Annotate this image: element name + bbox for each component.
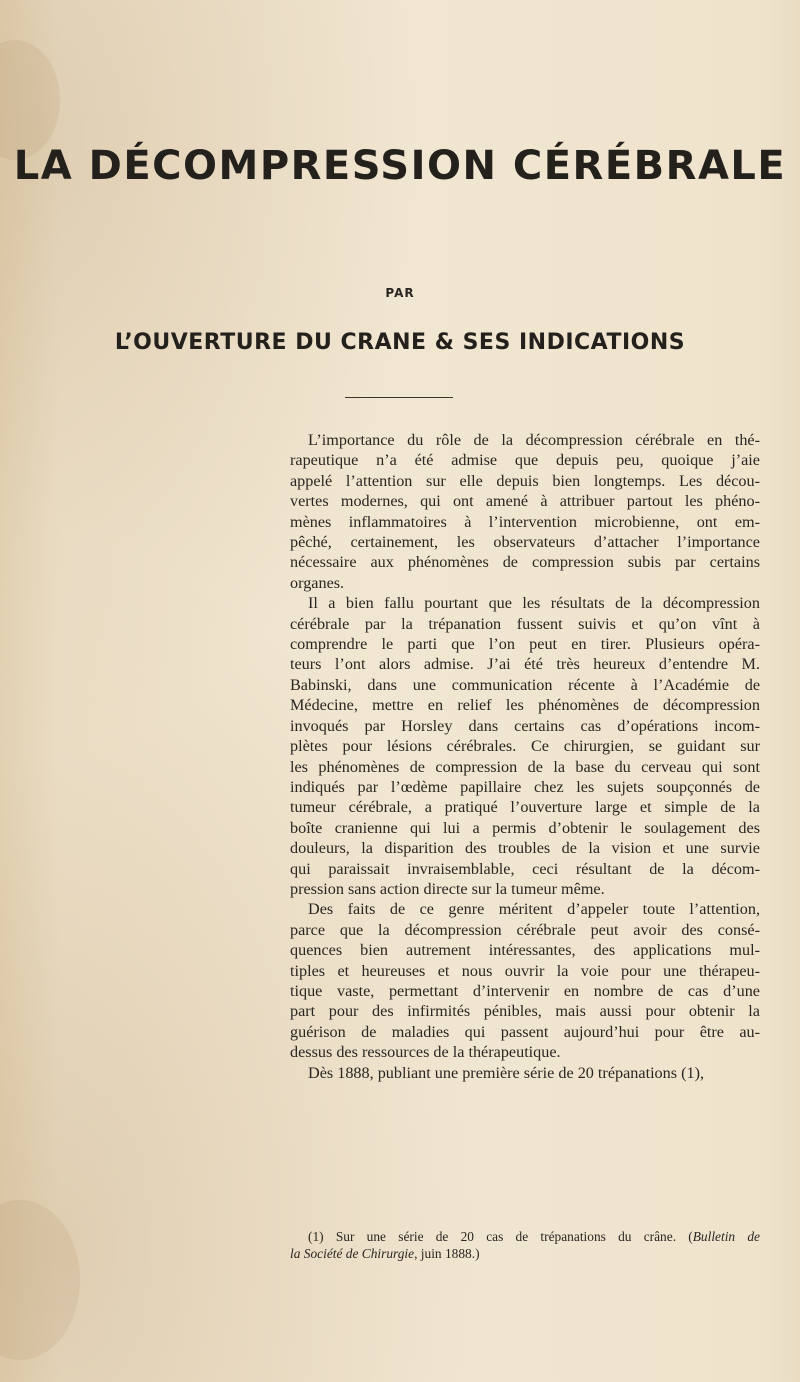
page-subtitle: L’OUVERTURE DU CRANE & SES INDICATIONS <box>114 330 686 355</box>
text-line: part pour des infirmités pénibles, mais aussi pour obtenir la <box>290 1002 760 1021</box>
text-line: pression sans action directe sur la tumeur même. <box>290 879 605 898</box>
text-line: boîte cranienne qui lui a permis d’obtenir le soulagement des <box>290 818 760 837</box>
text-line: invoqués par Horsley dans certains cas d’opérations incom- <box>290 716 760 735</box>
text-line: Médecine, mettre en relief les phénomènes de décompression <box>290 696 760 715</box>
footnote-text: (1) Sur une série de 20 cas de trépanations du crâne. ( <box>308 1229 693 1244</box>
footnote-line <box>290 1245 760 1262</box>
text-line: les phénomènes de compression de la base du cerveau qui sont <box>290 757 760 776</box>
footnote-citation: Bulletin de <box>692 1229 760 1244</box>
text-line: pêché, certainement, les observateurs d’attacher l’importance <box>290 533 760 552</box>
text-line: tumeur cérébrale, a pratiqué l’ouverture large et simple de la <box>290 798 760 817</box>
title-divider <box>345 397 453 398</box>
text-line: comprendre le parti que l’on peut en tirer. Plusieurs opéra- <box>290 635 760 654</box>
text-line: Babinski, dans une communication récente à l’Académie de <box>290 675 760 694</box>
text-line: guérison de maladies qui passent aujourd’hui pour être au- <box>290 1022 760 1041</box>
text-line: parce que la décompression cérébrale peut avoir des consé- <box>290 920 760 939</box>
footnote-line <box>290 1228 760 1245</box>
text-line: tiples et heureuses et nous ouvrir la voie pour une thérapeu- <box>290 961 760 980</box>
text-line: vertes modernes, qui ont amené à attribuer partout les phéno- <box>290 492 760 511</box>
author-preposition: PAR <box>385 286 415 300</box>
text-line: qui paraissait invraisemblable, ceci résultant de la décom- <box>290 859 760 878</box>
article-body <box>290 430 760 1083</box>
text-line: Dès 1888, publiant une première série de 20 trépanations (1), <box>308 1063 705 1082</box>
paper-stain <box>0 1200 80 1360</box>
text-line: quences bien autrement intéressantes, des applications mul- <box>290 941 760 960</box>
text-line: douleurs, la disparition des troubles de la vision et une survie <box>290 839 760 858</box>
text-line: rapeutique n’a été admise que depuis peu, quoique j’aie <box>290 451 760 470</box>
text-line: dessus des ressources de la thérapeutique. <box>290 1043 561 1062</box>
text-line: nécessaire aux phénomènes de compression subis par certains <box>290 553 760 572</box>
page-title: LA DÉCOMPRESSION CÉRÉBRALE <box>13 143 787 189</box>
text-line: tique vaste, permettant d’intervenir en nombre de cas d’une <box>290 981 760 1000</box>
text-line: indiqués par l’œdème papillaire chez les sujets soupçonnés de <box>290 777 760 796</box>
text-line: organes. <box>290 573 345 592</box>
footnote-text: , juin 1888.) <box>414 1246 480 1261</box>
footnote <box>290 1228 760 1262</box>
text-line: appelé l’attention sur elle depuis bien longtemps. Les décou- <box>290 471 760 490</box>
footnote-citation: la Société de Chirurgie <box>290 1246 415 1261</box>
text-line: Il a bien fallu pourtant que les résultats de la décompression <box>308 594 760 613</box>
text-line: mènes inflammatoires à l’intervention microbienne, ont em- <box>290 512 760 531</box>
text-line: L’importance du rôle de la décompression cérébrale en thé- <box>308 431 760 449</box>
text-line: teurs l’ont alors admise. J’ai été très heureux d’entendre M. <box>290 655 760 674</box>
text-line: cérébrale par la trépanation fussent suivis et qu’on vînt à <box>290 614 760 633</box>
text-line: plètes pour lésions cérébrales. Ce chirurgien, se guidant sur <box>290 737 760 756</box>
text-line: Des faits de ce genre méritent d’appeler toute l’attention, <box>308 900 760 919</box>
